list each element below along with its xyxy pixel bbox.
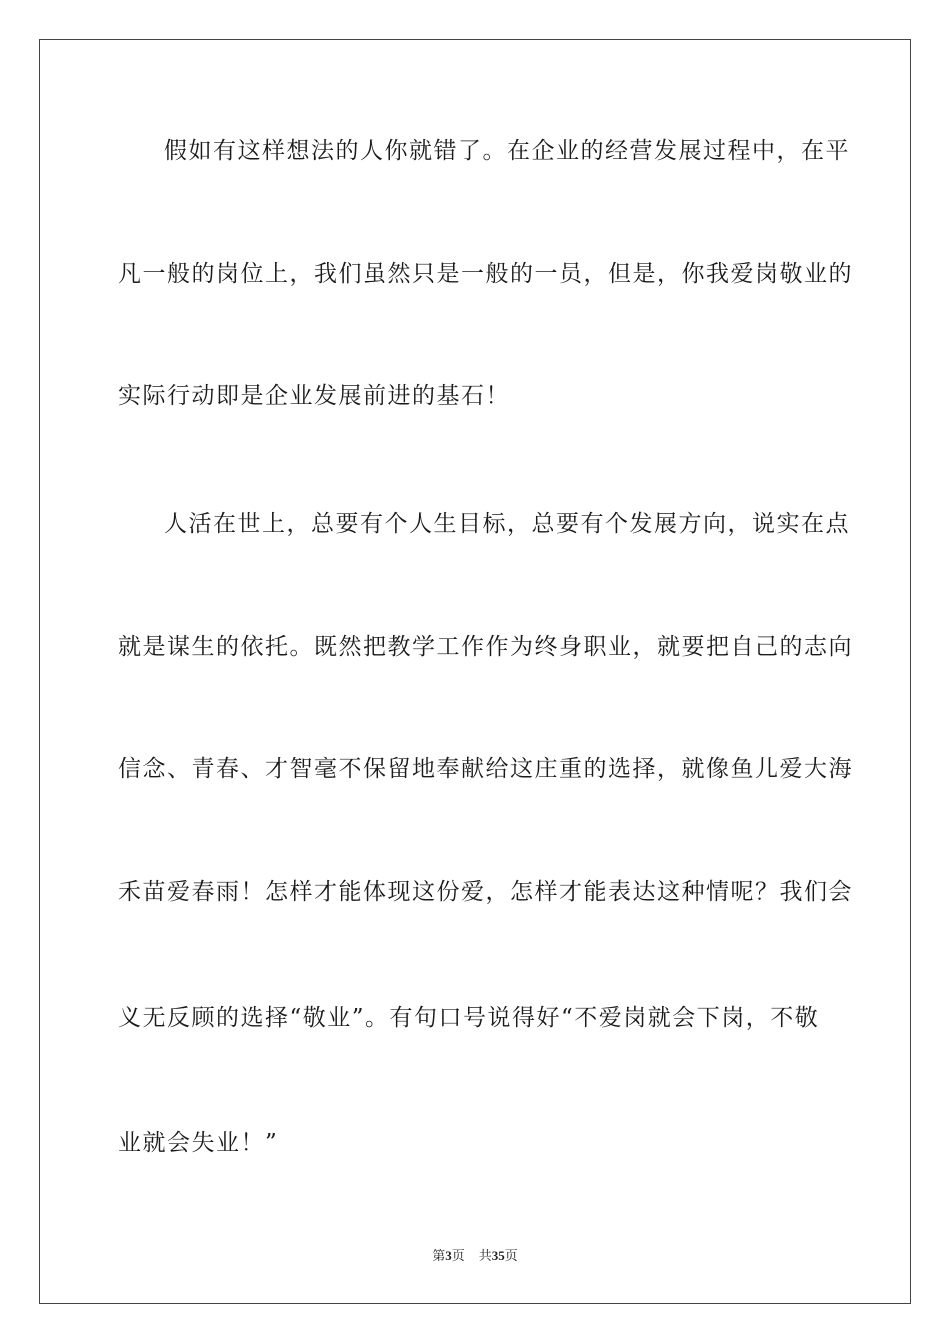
total-pages: 35: [491, 1248, 505, 1263]
page-prefix: 第: [432, 1249, 446, 1264]
text-line: 假如有这样想法的人你就错了。在企业的经营发展过程中，在平: [164, 138, 850, 164]
text-line: 就是谋生的依托。既然把教学工作作为终身职业，就要把自己的志向: [118, 634, 853, 660]
text-line: 实际行动即是企业发展前进的基石！: [118, 383, 510, 409]
total-suffix: 页: [504, 1249, 518, 1264]
text-line: 人活在世上，总要有个人生目标，总要有个发展方向，说实在点: [164, 511, 850, 537]
text-line: 禾苗爱春雨！怎样才能体现这份爱，怎样才能表达这种情呢？我们会: [118, 879, 853, 905]
text-line: 信念、青春、才智毫不保留地奉献给这庄重的选择，就像鱼儿爱大海: [118, 756, 853, 782]
page-border: [39, 39, 911, 1304]
page-suffix: 页: [451, 1249, 465, 1264]
text-line: 业就会失业！”: [118, 1130, 279, 1156]
page-number: 3: [445, 1248, 452, 1263]
page-footer: [0, 1247, 950, 1266]
text-line: 凡一般的岗位上，我们虽然只是一般的一员，但是，你我爱岗敬业的: [118, 261, 853, 287]
text-line: 义无反顾的选择“敬业”。有句口号说得好“不爱岗就会下岗，不敬: [118, 1005, 820, 1031]
total-prefix: 共: [478, 1249, 492, 1264]
